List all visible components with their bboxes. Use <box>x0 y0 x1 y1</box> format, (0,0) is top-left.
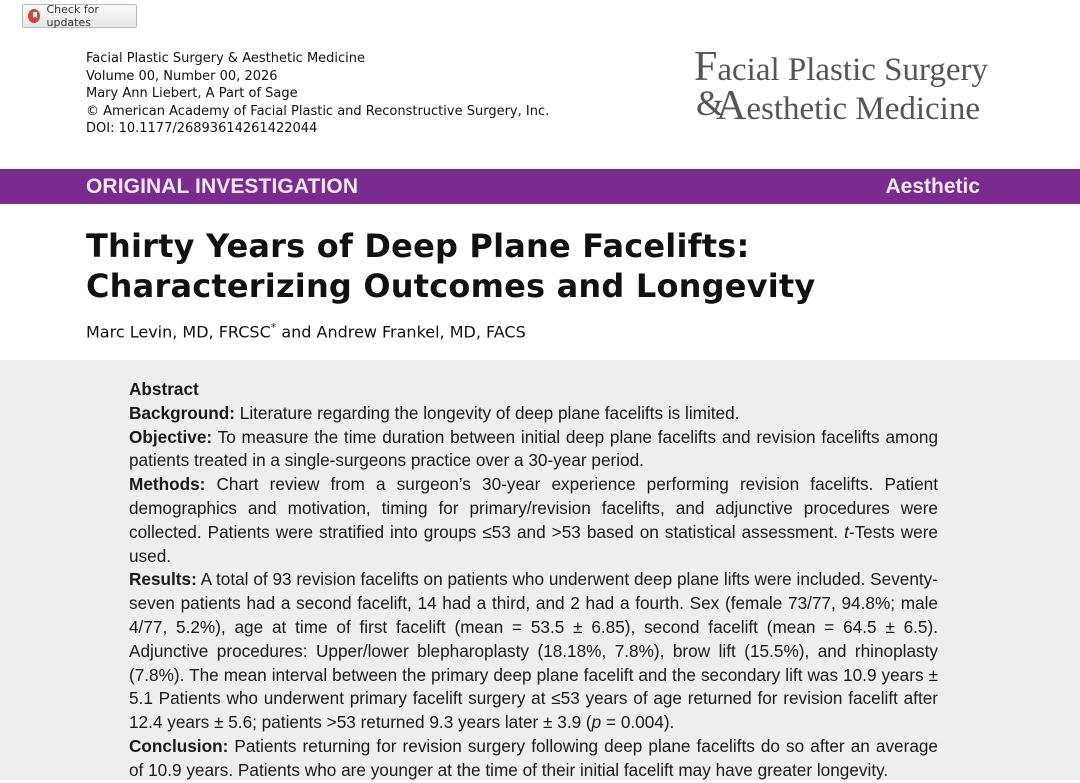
journal-name: Facial Plastic Surgery & Aesthetic Medicine <box>86 51 366 66</box>
conclusion-label: Conclusion: <box>129 735 229 756</box>
objective-text: To measure the time duration between initial deep plane facelifts and revision facelifts among patients treated in a single-surgeons practice over a 30-year period. <box>129 426 938 471</box>
author-1: Marc Levin, MD, FRCSC <box>86 322 271 342</box>
methods-tail: -Tests were used. <box>129 521 938 566</box>
abstract-conclusion <box>129 735 938 783</box>
journal-volume: Volume 00, Number 00, 2026 <box>86 68 278 84</box>
abstract-results <box>129 568 938 735</box>
abstract-methods <box>129 473 938 568</box>
logo-text-1: acial Plastic Surgery <box>717 52 989 88</box>
journal-doi[interactable]: DOI: 10.1177/26893614261422044 <box>86 121 318 136</box>
journal-meta <box>86 50 549 138</box>
check-for-updates-button[interactable] <box>22 4 137 28</box>
results-label: Results: <box>129 569 197 590</box>
logo-line-2 <box>716 83 981 129</box>
results-text: A total of 93 revision facelifts on patients who underwent deep plane lifts were included. Seventy-seven patients had a second facelift, 14 had a third, and 2 had a fourth. Sex (female 73/77, 94.8%; male 4/77, 5.2%), age at time of first facelift (mean = 53.5 ± 6.85), second facelift (mean = 64.5 ± 6.5). Adjunctive procedures: Upper/lower blepharoplasty (18.18%, 7.8%), brow lift (15.5%), and rhinoplasty (7.8%). The mean interval between the primary deep plane facelift and the secondary lift was 10.9 years ± 5.1 Patients who underwent primary facelift surgery at ≤53 years of age returned for revision facelift after 12.4 years ± 5.6; patients >53 returned 9.3 years later ± 3.9 ( <box>129 569 938 733</box>
conclusion-text: Patients returning for revision surgery following deep plane facelifts do so after an average of 10.9 years. Patients who are younger at the time of their initial facelift may have greater longevity. <box>129 735 938 780</box>
objective-label: Objective: <box>129 426 213 447</box>
journal-copyright: © American Academy of Facial Plastic and Reconstructive Surgery, Inc. <box>86 103 550 119</box>
methods-t-italic: t <box>844 521 849 542</box>
article-category: Aesthetic <box>885 175 980 198</box>
author-list <box>86 321 526 341</box>
journal-logo <box>694 44 994 137</box>
title-line-1: Thirty Years of Deep Plane Facelifts: <box>86 227 750 265</box>
article-type: ORIGINAL INVESTIGATION <box>86 175 359 198</box>
article-title <box>86 226 815 306</box>
background-text: Literature regarding the longevity of deep plane facelifts is limited. <box>235 402 740 423</box>
logo-cap-f: F <box>694 44 718 90</box>
bookmark-icon <box>28 9 40 23</box>
abstract-box <box>0 360 1080 780</box>
author-2: and Andrew Frankel, MD, FACS <box>276 322 526 342</box>
journal-publisher: Mary Ann Liebert, A Part of Sage <box>86 86 298 101</box>
corresponding-mark: * <box>270 321 277 334</box>
abstract-objective <box>129 426 938 474</box>
abstract-background <box>129 402 938 426</box>
results-p-italic: p <box>591 712 602 733</box>
background-label: Background: <box>129 402 235 423</box>
results-tail: = 0.004). <box>601 712 675 733</box>
logo-cap-a: A <box>716 83 747 129</box>
abstract-content <box>129 378 938 783</box>
section-band <box>0 169 1080 204</box>
abstract-heading: Abstract <box>129 379 199 399</box>
logo-ampersand: & <box>696 83 725 123</box>
check-for-updates-label: Check for updates <box>46 3 99 29</box>
methods-text: Chart review from a surgeon’s 30-year experience performing revision facelifts. Patient demographics and motivation, timing for primary/revision facelifts, and adjunctive procedures were collected. Patients were stratified into groups ≤53 and >53 based on statistical assessment. <box>129 474 938 542</box>
logo-text-2: esthetic Medicine <box>746 91 981 127</box>
title-line-2: Characterizing Outcomes and Longevity <box>86 267 816 305</box>
methods-label: Methods: <box>129 474 206 495</box>
